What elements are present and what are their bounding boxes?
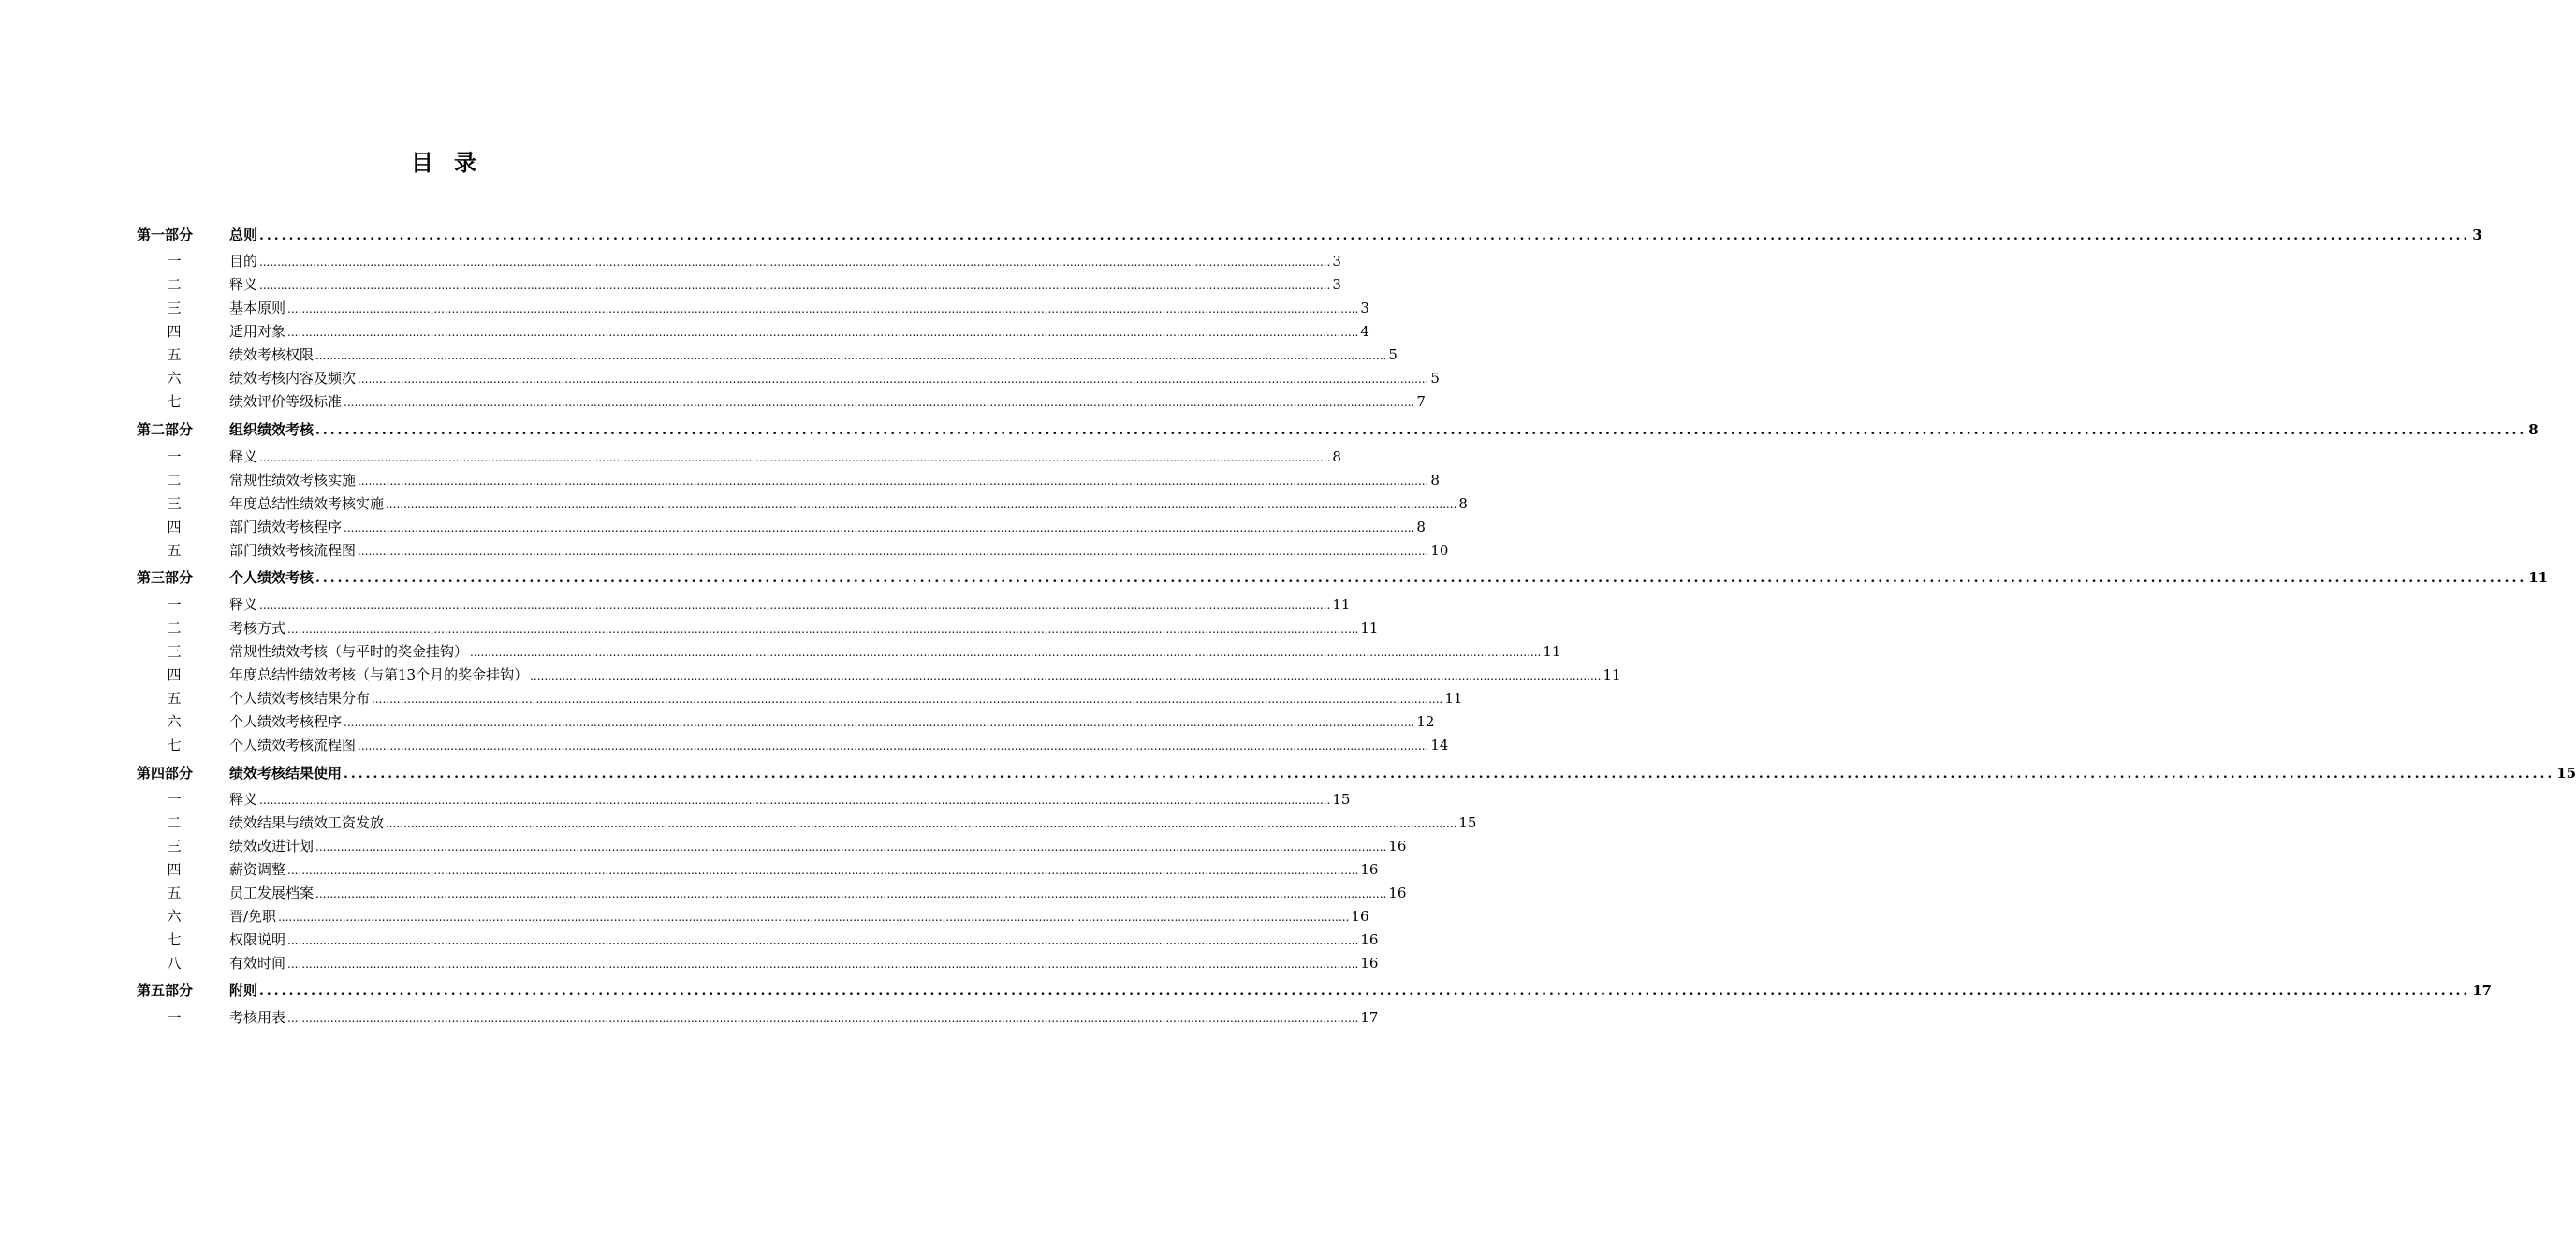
toc-leader-dots: ............................................................................................................................................................................................................................................................................................................: [259, 279, 1331, 292]
toc-entry-number: 一: [167, 596, 182, 613]
toc-entry-line: [229, 470, 1440, 490]
toc-entry-line: [229, 711, 1435, 732]
toc-page-number: 4: [1360, 323, 1369, 340]
toc-entry-title: 个人绩效考核流程图: [229, 737, 357, 753]
toc-leader-dots: ............................................................................................................................................................................................................................................................................................................: [259, 228, 2471, 243]
toc-entry-number: 五: [167, 346, 182, 363]
toc-entry-title: 适用对象: [229, 323, 286, 340]
toc-entry[interactable]: [0, 517, 1426, 537]
toc-entry-title: 考核用表: [229, 1009, 286, 1026]
toc-entry-number: 三: [167, 643, 182, 660]
toc-leader-dots: ............................................................................................................................................................................................................................................................................................................: [287, 1012, 1359, 1025]
toc-entry[interactable]: [0, 953, 1379, 973]
toc-leader-dots: ............................................................................................................................................................................................................................................................................................................: [344, 716, 1415, 729]
title-char-2: 录: [454, 150, 478, 176]
toc-entry-title: 年度总结性绩效考核（与第13个月的奖金挂钩）: [229, 666, 529, 683]
toc-page-number: 3: [1360, 300, 1369, 316]
toc-leader-dots: ............................................................................................................................................................................................................................................................................................................: [358, 739, 1429, 753]
toc-leader-dots: ............................................................................................................................................................................................................................................................................................................: [344, 767, 2555, 782]
toc-entry-line: [229, 1007, 1379, 1028]
toc-entry-line: [229, 789, 1351, 810]
toc-entry[interactable]: [0, 540, 1449, 561]
toc-section[interactable]: [0, 763, 2576, 783]
toc-entry-number: 三: [167, 838, 182, 855]
toc-entry-title: 常规性绩效考核实施: [229, 472, 357, 489]
toc-entry[interactable]: [0, 446, 1341, 467]
toc-entry-line: [229, 251, 1341, 271]
toc-entry-number: 一: [167, 791, 182, 808]
toc-leader-dots: ............................................................................................................................................................................................................................................................................................................: [278, 911, 1350, 924]
toc-entry[interactable]: [0, 321, 1369, 342]
toc-entry-title: 绩效评价等级标准: [229, 393, 343, 410]
toc-page-number: 16: [1360, 931, 1379, 948]
toc-leader-dots: ............................................................................................................................................................................................................................................................................................................: [287, 958, 1359, 971]
toc-entry-number: 六: [167, 370, 182, 387]
toc-entry[interactable]: [0, 883, 1407, 903]
toc-entry-title: 薪资调整: [229, 861, 286, 878]
toc-leader-dots: ............................................................................................................................................................................................................................................................................................................: [315, 571, 2527, 586]
toc-page-number: 17: [2472, 982, 2493, 999]
toc-entry[interactable]: [0, 368, 1440, 388]
toc-entry-title: 绩效考核结果使用: [229, 765, 343, 782]
toc-entry[interactable]: [0, 594, 1351, 615]
toc-leader-dots: ............................................................................................................................................................................................................................................................................................................: [372, 693, 1443, 706]
toc-entry-number: 五: [167, 542, 182, 559]
toc-entry-line: [229, 321, 1369, 342]
toc-leader-dots: ............................................................................................................................................................................................................................................................................................................: [287, 302, 1359, 315]
toc-entry-number: 五: [167, 885, 182, 901]
toc-section[interactable]: [0, 419, 2539, 440]
toc-entry-number: 二: [167, 276, 182, 293]
toc-entry[interactable]: [0, 836, 1407, 856]
toc-entry-number: 八: [167, 955, 182, 972]
toc-leader-dots: ............................................................................................................................................................................................................................................................................................................: [315, 841, 1387, 854]
toc-entry-number: 第四部分: [137, 765, 194, 782]
toc-page-number: 15: [1458, 814, 1477, 831]
toc-entry[interactable]: [0, 1007, 1379, 1028]
toc-leader-dots: ............................................................................................................................................................................................................................................................................................................: [358, 475, 1429, 488]
toc-entry[interactable]: [0, 641, 1561, 662]
toc-page-number: 8: [1458, 495, 1468, 512]
toc-entry-number: 六: [167, 713, 182, 730]
toc-entry-line: [229, 859, 1379, 880]
toc-page-number: 5: [1430, 370, 1440, 387]
toc-entry-number: 一: [167, 253, 182, 270]
toc-entry-title: 员工发展档案: [229, 885, 315, 901]
toc-entry-line: [229, 980, 2493, 1001]
toc-page-number: 3: [1332, 253, 1341, 270]
toc-entry-line: [229, 618, 1379, 638]
toc-entry-line: [229, 391, 1426, 412]
toc-entry-title: 释义: [229, 596, 258, 613]
toc-entry-number: 四: [167, 519, 182, 535]
toc-entry-number: 四: [167, 323, 182, 340]
toc-entry-line: [229, 763, 2576, 783]
toc-entry-title: 个人绩效考核程序: [229, 713, 343, 730]
toc-entry-number: 四: [167, 861, 182, 878]
toc-page-number: 8: [1430, 472, 1440, 489]
title-char-1: 目: [411, 150, 435, 176]
toc-entry[interactable]: [0, 298, 1369, 318]
toc-entry-title: 有效时间: [229, 955, 286, 972]
toc-entry[interactable]: [0, 711, 1435, 732]
toc-entry[interactable]: [0, 735, 1449, 755]
toc-entry-number: 六: [167, 908, 182, 925]
toc-page-number: 11: [1332, 596, 1351, 613]
toc-entry-line: [229, 493, 1468, 514]
toc-page-number: 14: [1430, 737, 1449, 753]
toc-entry-number: 七: [167, 737, 182, 753]
toc-page-number: 11: [1360, 620, 1379, 636]
toc-leader-dots: ............................................................................................................................................................................................................................................................................................................: [259, 256, 1331, 269]
toc-page-number: 8: [2528, 421, 2539, 438]
toc-page-number: 16: [1388, 838, 1407, 855]
toc-page-number: 11: [1543, 643, 1561, 660]
toc-entry-line: [229, 344, 1398, 365]
toc-entry[interactable]: [0, 906, 1369, 927]
toc-entry-title: 常规性绩效考核（与平时的奖金挂钩）: [229, 643, 469, 660]
toc-entry-number: 第二部分: [137, 421, 194, 438]
toc-page-number: 16: [1388, 885, 1407, 901]
toc-entry[interactable]: [0, 274, 1341, 295]
toc-entry[interactable]: [0, 618, 1379, 638]
toc-entry-title: 释义: [229, 448, 258, 465]
toc-page-number: 16: [1360, 955, 1379, 972]
toc-leader-dots: ............................................................................................................................................................................................................................................................................................................: [470, 646, 1542, 659]
toc-entry-line: [229, 298, 1369, 318]
toc-entry-title: 绩效结果与绩效工资发放: [229, 814, 385, 831]
toc-entry-line: [229, 594, 1351, 615]
toc-leader-dots: ............................................................................................................................................................................................................................................................................................................: [287, 622, 1359, 636]
toc-entry-title: 年度总结性绩效考核实施: [229, 495, 385, 512]
toc-entry-number: 七: [167, 393, 182, 410]
toc-entry[interactable]: [0, 688, 1463, 709]
toc-entry-line: [229, 735, 1449, 755]
toc-leader-dots: ............................................................................................................................................................................................................................................................................................................: [259, 451, 1331, 464]
toc-leader-dots: ............................................................................................................................................................................................................................................................................................................: [259, 599, 1331, 612]
toc-entry-title: 释义: [229, 276, 258, 293]
toc-page-number: 3: [2472, 227, 2482, 243]
toc-leader-dots: ............................................................................................................................................................................................................................................................................................................: [287, 326, 1359, 339]
toc-leader-dots: ............................................................................................................................................................................................................................................................................................................: [358, 545, 1429, 558]
toc-entry-line: [229, 812, 1477, 833]
toc-entry-title: 目的: [229, 253, 258, 270]
toc-page-number: 11: [1444, 690, 1463, 707]
toc-entry-title: 释义: [229, 791, 258, 808]
toc-section[interactable]: [0, 980, 2493, 1001]
toc-entry-title: 组织绩效考核: [229, 421, 315, 438]
toc-entry-title: 基本原则: [229, 300, 286, 316]
toc-entry-line: [229, 419, 2539, 440]
toc-entry-number: 五: [167, 690, 182, 707]
toc-entry-number: 三: [167, 495, 182, 512]
toc-entry-number: 一: [167, 448, 182, 465]
toc-entry-title: 部门绩效考核程序: [229, 519, 343, 535]
toc-entry-number: 第五部分: [137, 982, 194, 999]
toc-leader-dots: ............................................................................................................................................................................................................................................................................................................: [358, 373, 1429, 386]
toc-page-number: 7: [1416, 393, 1426, 410]
toc-entry-title: 绩效考核内容及频次: [229, 370, 357, 387]
toc-leader-dots: ............................................................................................................................................................................................................................................................................................................: [315, 349, 1387, 362]
toc-entry-title: 个人绩效考核: [229, 569, 315, 586]
toc-entry-number: 第一部分: [137, 227, 194, 243]
toc-entry[interactable]: [0, 493, 1468, 514]
toc-entry[interactable]: [0, 859, 1379, 880]
toc-entry[interactable]: [0, 665, 1621, 685]
toc-entry[interactable]: [0, 251, 1341, 271]
toc-page-number: 15: [2556, 765, 2576, 782]
toc-entry-title: 绩效改进计划: [229, 838, 315, 855]
toc-entry-number: 一: [167, 1009, 182, 1026]
toc-leader-dots: ............................................................................................................................................................................................................................................................................................................: [287, 864, 1359, 877]
toc-entry-line: [229, 540, 1449, 561]
toc-entry-number: 第三部分: [137, 569, 194, 586]
toc-entry-line: [229, 665, 1621, 685]
toc-entry-line: [229, 836, 1407, 856]
toc-entry[interactable]: [0, 344, 1398, 365]
toc-leader-dots: ............................................................................................................................................................................................................................................................................................................: [530, 669, 1602, 682]
toc-page-number: 15: [1332, 791, 1351, 808]
toc-leader-dots: ............................................................................................................................................................................................................................................................................................................: [259, 984, 2471, 999]
toc-entry-title: 绩效考核权限: [229, 346, 315, 363]
toc-leader-dots: ............................................................................................................................................................................................................................................................................................................: [287, 934, 1359, 947]
toc-page-number: 8: [1332, 448, 1341, 465]
toc-entry-line: [229, 688, 1463, 709]
toc-section[interactable]: [0, 225, 2482, 245]
toc-page-number: 12: [1416, 713, 1435, 730]
toc-entry-number: 二: [167, 620, 182, 636]
page-title: [0, 144, 889, 177]
toc-leader-dots: ............................................................................................................................................................................................................................................................................................................: [344, 396, 1415, 409]
toc-entry-title: 权限说明: [229, 931, 286, 948]
toc-leader-dots: ............................................................................................................................................................................................................................................................................................................: [315, 423, 2527, 438]
toc-entry-number: 三: [167, 300, 182, 316]
toc-leader-dots: ............................................................................................................................................................................................................................................................................................................: [386, 498, 1457, 511]
toc-entry-title: 总则: [229, 227, 258, 243]
toc-entry-title: 考核方式: [229, 620, 286, 636]
toc-entry[interactable]: [0, 391, 1426, 412]
toc-entry-line: [229, 883, 1407, 903]
toc-entry-line: [229, 274, 1341, 295]
toc-entry-number: 二: [167, 814, 182, 831]
toc-page-number: 11: [2528, 569, 2549, 586]
toc-leader-dots: ............................................................................................................................................................................................................................................................................................................: [259, 794, 1331, 807]
toc-entry[interactable]: [0, 929, 1379, 950]
toc-entry[interactable]: [0, 812, 1477, 833]
toc-entry-line: [229, 517, 1426, 537]
toc-entry[interactable]: [0, 789, 1351, 810]
toc-page-number: 11: [1603, 666, 1621, 683]
toc-entry-line: [229, 906, 1369, 927]
toc-page-number: 10: [1430, 542, 1449, 559]
toc-page-number: 17: [1360, 1009, 1379, 1026]
toc-entry-title: 晋/免职: [229, 908, 277, 925]
toc-entry-line: [229, 953, 1379, 973]
toc-leader-dots: ............................................................................................................................................................................................................................................................................................................: [386, 817, 1457, 830]
toc-entry-line: [229, 368, 1440, 388]
toc-entry-number: 七: [167, 931, 182, 948]
toc-entry-line: [229, 929, 1379, 950]
toc-entry-number: 二: [167, 472, 182, 489]
toc-entry-line: [229, 567, 2549, 588]
toc-entry-line: [229, 446, 1341, 467]
toc-entry-title: 个人绩效考核结果分布: [229, 690, 371, 707]
toc-entry-title: 部门绩效考核流程图: [229, 542, 357, 559]
toc-section[interactable]: [0, 567, 2549, 588]
toc-page-number: 8: [1416, 519, 1426, 535]
toc-leader-dots: ............................................................................................................................................................................................................................................................................................................: [315, 887, 1387, 900]
toc-page-number: 16: [1351, 908, 1369, 925]
toc-page-number: 3: [1332, 276, 1341, 293]
toc-entry-line: [229, 641, 1561, 662]
toc-page-number: 16: [1360, 861, 1379, 878]
toc-entry-number: 四: [167, 666, 182, 683]
toc-entry[interactable]: [0, 470, 1440, 490]
toc-entry-title: 附则: [229, 982, 258, 999]
toc-entry-line: [229, 225, 2482, 245]
toc-page-number: 5: [1388, 346, 1398, 363]
toc-leader-dots: ............................................................................................................................................................................................................................................................................................................: [344, 521, 1415, 534]
